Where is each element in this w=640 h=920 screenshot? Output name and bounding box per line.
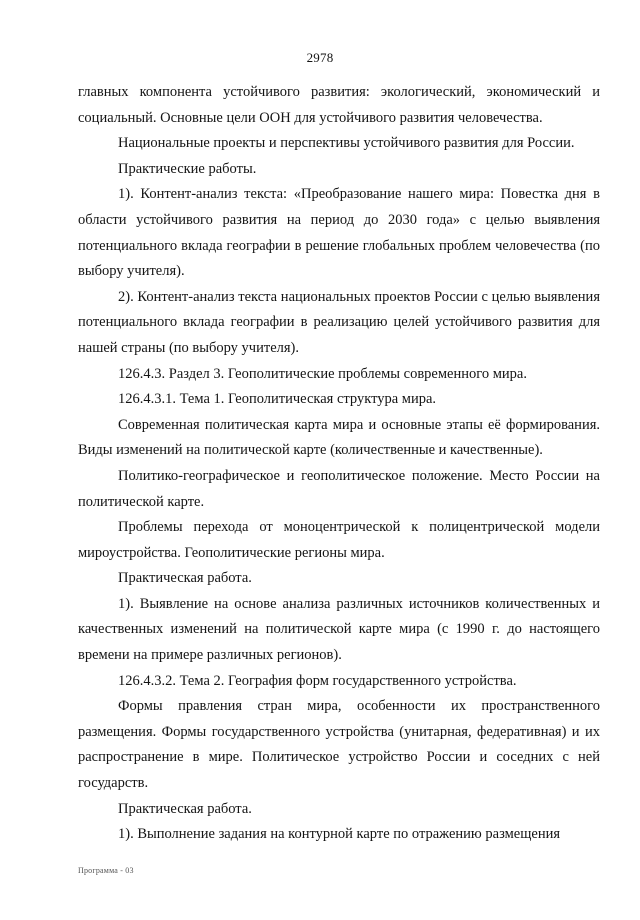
topic-heading: 126.4.3.1. Тема 1. Геополитическая структура мира. [118,391,437,408]
paragraph-continuation: главных компонента устойчивого развития: экологический, экономический и социальный. Основные цели ООН для устойчивого развития человечества. [78,84,600,126]
paragraph: Национальные проекты и перспективы устойчивого развития для России. [118,135,575,152]
paragraph: Проблемы перехода от моноцентрической к полицентрической модели мироустройства. Геополитические регионы мира. [78,519,600,561]
footer-label: Программа - 03 [78,866,134,875]
page-number: 2978 [306,50,334,65]
paragraph-list-item: 1). Контент-анализ текста: «Преобразование нашего мира: Повестка дня в области устойчивого развития на период до 2030 года» с целью выявления потенциального вклада географии в решение глобальных проблем человечества (по выбору учителя). [78,186,600,280]
paragraph-list-item: 1). Выполнение задания на контурной карте по отражению размещения [118,826,561,843]
paragraph: Современная политическая карта мира и основные этапы её формирования. Виды изменений на политической карте (количественные и качественные). [78,416,600,459]
paragraph-heading: Практическая работа. [118,570,252,587]
paragraph-heading: Практическая работа. [118,800,252,817]
section-heading: 126.4.3. Раздел 3. Геополитические проблемы современного мира. [118,365,527,382]
topic-heading: 126.4.3.2. Тема 2. География форм государственного устройства. [118,672,517,689]
paragraph-list-item: 2). Контент-анализ текста национальных проектов России с целью выявления потенциального вклада географии в реализацию целей устойчивого развития для нашей страны (по выбору учителя). [78,288,600,356]
paragraph: Политико-географическое и геополитическое положение. Место России на политической карте. [78,467,600,510]
document-body [78,80,600,848]
paragraph-heading: Практические работы. [118,160,257,177]
paragraph-list-item: 1). Выявление на основе анализа различных источников количественных и качественных изменений на политической карте мира (с 1990 г. до настоящего времени на примере различных регионов). [78,595,600,664]
paragraph: Формы правления стран мира, особенности их пространственного размещения. Формы государственного устройства (унитарная, федеративная) и их распространение в мире. Политическое устройство России и соседних с ней государств. [78,698,600,792]
